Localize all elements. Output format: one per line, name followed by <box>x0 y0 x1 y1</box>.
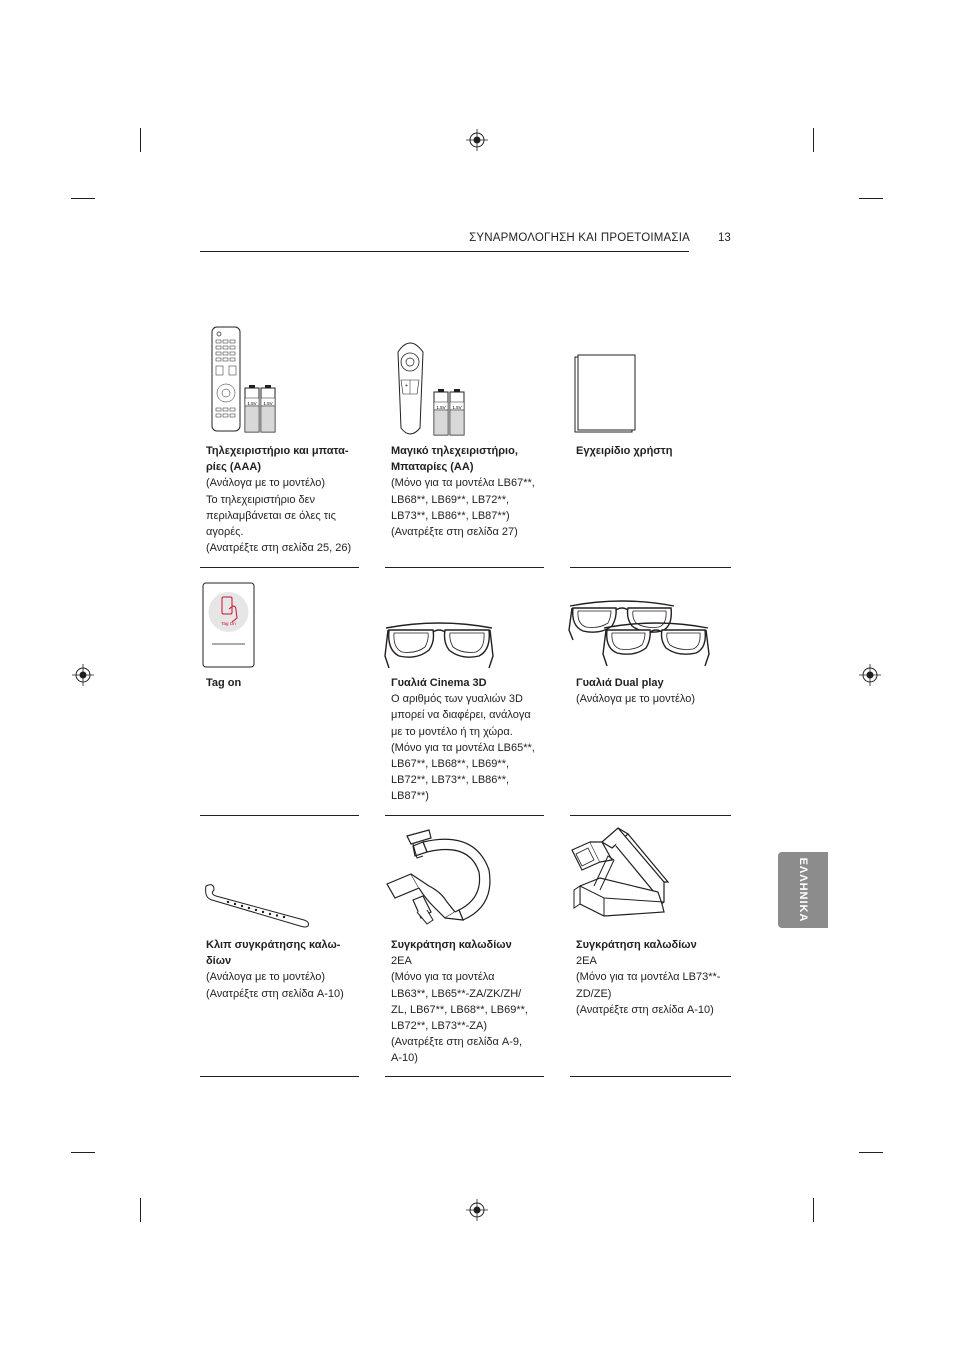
language-tab-label: ΕΛΛΗΝΙΚΑ <box>797 857 809 923</box>
registration-mark-icon <box>859 664 881 686</box>
user-manual-icon <box>574 354 638 434</box>
separator <box>385 815 544 816</box>
item-dual-play-glasses <box>576 675 728 707</box>
item-line: ZD/ZE) <box>576 987 612 1000</box>
item-line: LB63**, LB65**-ZA/ZK/ZH/ <box>391 987 522 1000</box>
item-title: Μπαταρίες (AA) <box>391 461 474 474</box>
header-rule <box>200 251 689 252</box>
item-line: LB73**, LB86**, LB87**) <box>391 509 510 522</box>
separator <box>385 1076 544 1077</box>
item-line: (Μόνο για τα μοντέλα LB65**, <box>391 741 535 754</box>
item-line: LB68**, LB69**, LB72**, <box>391 493 510 506</box>
crop-mark <box>71 198 95 199</box>
item-title: ρίες (AAA) <box>206 461 262 474</box>
item-title: Γυαλιά Cinema 3D <box>391 677 487 689</box>
item-line: LB72**, LB73**-ZA) <box>391 1020 487 1033</box>
item-line: Το τηλεχειριστήριο δεν <box>206 493 316 506</box>
cable-holder-box-icon <box>568 826 672 920</box>
item-cable-holder-box <box>576 937 728 1018</box>
item-line: (Ανατρέξτε στη σελίδα A-10) <box>206 987 344 1000</box>
battery-label: 1.5V <box>452 405 462 410</box>
item-title: Συγκράτηση καλωδίων <box>391 939 512 951</box>
item-line: (Ανάλογα με το μοντέλο) <box>206 971 326 984</box>
item-line: (Μόνο για τα μοντέλα LB73**- <box>576 971 721 984</box>
item-line: περιλαμβάνεται σε όλες τις <box>206 509 336 522</box>
item-line: A-10) <box>391 1052 418 1065</box>
item-line: LB72**, LB73**, LB86**, <box>391 774 510 787</box>
item-line: με το μοντέλο ή τη χώρα. <box>391 725 513 738</box>
item-line: ZL, LB67**, LB68**, LB69**, <box>391 1003 528 1016</box>
separator <box>385 567 544 568</box>
remote-control-icon <box>210 326 290 434</box>
item-line: (Ανάλογα με το μοντέλο) <box>576 693 696 706</box>
item-line: (Ανάλογα με το μοντέλο) <box>206 477 326 490</box>
dual-play-glasses-icon <box>567 598 713 670</box>
item-line: Ο αριθμός των γυαλιών 3D <box>391 693 523 706</box>
tag-on-label: Tag On <box>221 621 236 626</box>
item-title: Συγκράτηση καλωδίων <box>576 939 697 951</box>
tag-on-card-icon <box>202 582 256 668</box>
separator <box>570 1076 731 1077</box>
page-number: 13 <box>718 232 731 244</box>
language-tab <box>778 852 828 928</box>
item-line: LB87**) <box>391 790 429 803</box>
item-title: Tag on <box>206 677 242 689</box>
item-line: LB67**, LB68**, LB69**, <box>391 758 510 771</box>
item-line: (Μόνο για τα μοντέλα LB67**, <box>391 477 535 490</box>
crop-mark <box>140 1198 141 1222</box>
crop-mark <box>859 1152 883 1153</box>
item-line: 2EA <box>576 955 597 968</box>
item-title: Γυαλιά Dual play <box>576 677 664 689</box>
section-title: ΣΥΝΑΡΜΟΛΟΓΗΣΗ ΚΑΙ ΠΡΟΕΤΟΙΜΑΣΙΑ <box>469 232 690 244</box>
magic-remote-icon <box>393 340 473 436</box>
item-line: (Μόνο για τα μοντέλα <box>391 971 495 984</box>
item-line: 2EA <box>391 955 412 968</box>
item-title: δίων <box>206 955 232 968</box>
separator <box>200 815 359 816</box>
item-tag-on <box>206 675 358 691</box>
item-line: (Ανατρέξτε στη σελίδα 25, 26) <box>206 542 352 555</box>
cable-clip-icon <box>202 880 312 930</box>
item-line: (Ανατρέξτε στη σελίδα 27) <box>391 526 518 539</box>
item-line: (Ανατρέξτε στη σελίδα A-10) <box>576 1003 714 1016</box>
crop-mark <box>813 1198 814 1222</box>
registration-mark-icon <box>72 664 94 686</box>
battery-label: 1.5V <box>247 401 257 406</box>
item-title: Τηλεχειριστήριο και μπατα- <box>206 445 349 457</box>
item-cinema-3d-glasses <box>391 675 551 805</box>
registration-mark-icon <box>466 1199 488 1221</box>
separator <box>200 567 359 568</box>
crop-mark <box>71 1152 95 1153</box>
item-line: (Ανατρέξτε στη σελίδα A-9, <box>391 1036 523 1049</box>
item-title: Μαγικό τηλεχειριστήριο, <box>391 445 518 457</box>
crop-mark <box>859 198 883 199</box>
separator <box>200 1076 359 1077</box>
svg-text:+: + <box>405 383 408 389</box>
item-magic-remote <box>391 443 551 540</box>
cable-holder-ring-icon <box>383 828 495 932</box>
3d-glasses-icon <box>383 620 495 670</box>
item-cable-holder-ring <box>391 937 551 1067</box>
item-line: αγορές. <box>206 526 244 539</box>
item-remote-aaa <box>206 443 358 556</box>
separator <box>570 815 731 816</box>
item-title: Κλιπ συγκράτησης καλω- <box>206 939 341 951</box>
battery-label: 1.5V <box>263 401 273 406</box>
item-title: Εγχειρίδιο χρήστη <box>576 445 673 457</box>
item-cable-clip <box>206 937 358 1002</box>
item-line: μπορεί να διαφέρει, ανάλογα <box>391 709 531 722</box>
item-user-manual <box>576 443 728 459</box>
registration-mark-icon <box>466 129 488 151</box>
separator <box>570 567 731 568</box>
battery-label: 1.5V <box>436 405 446 410</box>
crop-mark <box>140 128 141 152</box>
crop-mark <box>813 128 814 152</box>
